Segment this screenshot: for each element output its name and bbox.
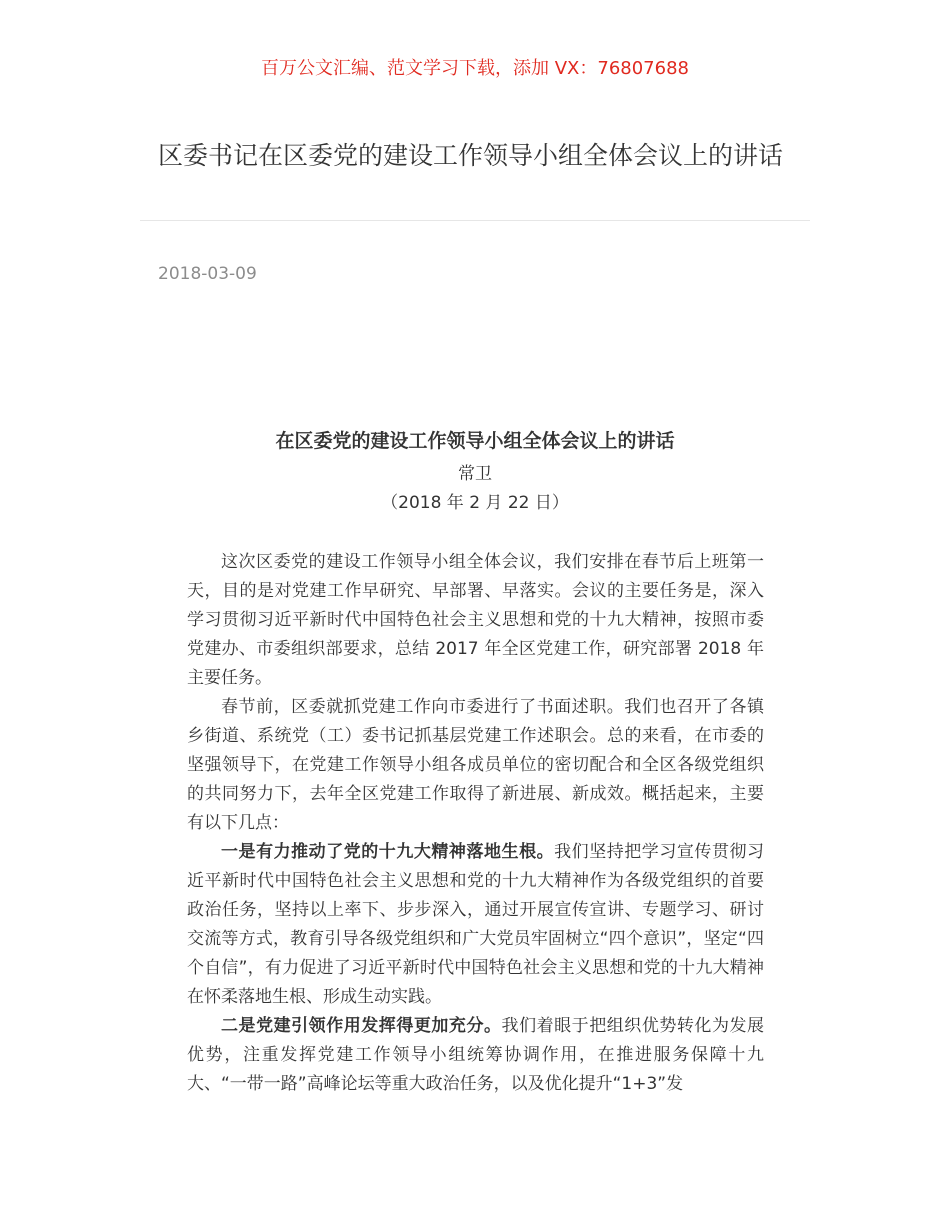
speech-author: 常卫: [458, 464, 492, 484]
speech-date: （2018 年 2 月 22 日）: [381, 493, 569, 513]
body-paragraph: [187, 838, 764, 1012]
paragraph-lead: 一是有力推动了党的十九大精神落地生根。: [221, 842, 555, 862]
paragraph-text: 春节前，区委就抓党建工作向市委进行了书面述职。我们也召开了各镇乡街道、系统党（工）委书记抓基层党建工作述职会。总的来看，在市委的坚强领导下，在党建工作领导小组各成员单位的密切配合和全区各级党组织的共同努力下，去年全区党建工作取得了新进展、新成效。概括起来，主要有以下几点：: [187, 697, 764, 833]
paragraph-lead: 二是党建引领作用发挥得更加充分。: [221, 1016, 502, 1036]
body-paragraph: [187, 548, 764, 693]
promo-banner: 百万公文汇编、范文学习下载，添加 VX：76807688: [261, 58, 689, 79]
body-paragraph: [187, 693, 764, 838]
title-divider: [140, 220, 810, 221]
paragraph-text: 我们着眼于把组织优势转化为发展优势，注重发挥党建工作领导小组统筹协调作用，在推进服务保障十九大、“一带一路”高峰论坛等重大政治任务，以及优化提升“1+3”发: [187, 1016, 765, 1094]
speech-title: 在区委党的建设工作领导小组全体会议上的讲话: [275, 430, 675, 452]
article-title: 区委书记在区委党的建设工作领导小组全体会议上的讲话: [158, 141, 784, 170]
speech-body: [187, 548, 764, 1099]
paragraph-text: 这次区委党的建设工作领导小组全体会议，我们安排在春节后上班第一天，目的是对党建工作早研究、早部署、早落实。会议的主要任务是，深入学习贯彻习近平新时代中国特色社会主义思想和党的十九大精神，按照市委党建办、市委组织部要求，总结 2017 年全区党建工作，研究部署 2018 年主要任务。: [187, 552, 764, 688]
paragraph-text: 我们坚持把学习宣传贯彻习近平新时代中国特色社会主义思想和党的十九大精神作为各级党组织的首要政治任务，坚持以上率下、步步深入，通过开展宣传宣讲、专题学习、研讨交流等方式，教育引导各级党组织和广大党员牢固树立“四个意识”，坚定“四个自信”，有力促进了习近平新时代中国特色社会主义思想和党的十九大精神在怀柔落地生根、形成生动实践。: [187, 842, 765, 1007]
publish-date: 2018-03-09: [158, 264, 257, 284]
body-paragraph: [187, 1012, 764, 1099]
